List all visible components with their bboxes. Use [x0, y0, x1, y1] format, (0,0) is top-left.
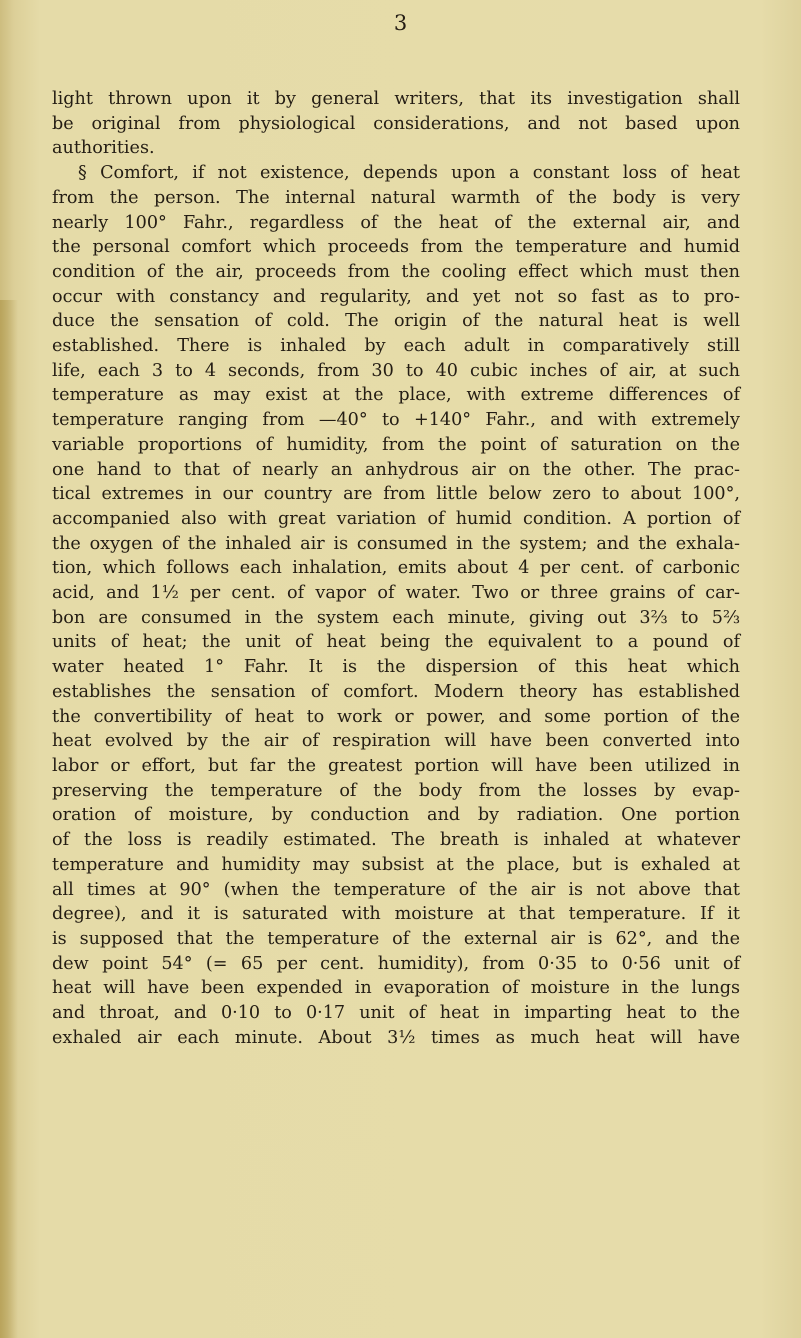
text-line: labor or effort, but far the greatest portion will have been utilized in — [52, 755, 740, 776]
text-line: be original from physiological considerations, and not based upon — [52, 113, 740, 134]
page-edge-stain — [0, 300, 18, 1338]
text-line: the convertibility of heat to work or power, and some portion of the — [52, 706, 740, 727]
text-line: bon are consumed in the system each minute, giving out 3⅔ to 5⅔ — [52, 607, 740, 628]
text-line: the oxygen of the inhaled air is consumed in the system; and the exhala- — [52, 533, 740, 554]
text-line: exhaled air each minute. About 3½ times as much heat will have — [52, 1027, 740, 1048]
paragraph-2 — [52, 161, 740, 1050]
text-line: heat evolved by the air of respiration will have been converted into — [52, 731, 740, 752]
text-line: from the person. The internal natural warmth of the body is very — [52, 187, 740, 208]
text-line: temperature and humidity may subsist at the place, but is exhaled at — [52, 854, 740, 875]
text-line: degree), and it is saturated with moisture at that temperature. If it — [52, 904, 740, 925]
text-line: acid, and 1½ per cent. of vapor of water. Two or three grains of car- — [52, 583, 740, 604]
text-line: water heated 1° Fahr. It is the dispersion of this heat which — [52, 657, 740, 678]
text-line: § Comfort, if not existence, depends upon a constant loss of heat — [78, 163, 740, 184]
text-line: one hand to that of nearly an anhydrous air on the other. The prac- — [52, 459, 740, 480]
text-line: oration of moisture, by conduction and by radiation. One portion — [52, 805, 740, 826]
text-line: heat will have been expended in evaporation of moisture in the lungs — [52, 978, 740, 999]
text-line: authorities. — [52, 138, 155, 159]
text-line: dew point 54° (= 65 per cent. humidity), from 0·35 to 0·56 unit of — [52, 953, 740, 974]
text-line: duce the sensation of cold. The origin of the natural heat is well — [52, 311, 740, 332]
page-number: 3 — [393, 11, 408, 35]
text-line: temperature as may exist at the place, with extreme differences of — [52, 385, 740, 406]
text-line: condition of the air, proceeds from the cooling effect which must then — [52, 261, 740, 282]
text-line: accompanied also with great variation of humid condition. A portion of — [52, 508, 740, 529]
paragraph-1 — [52, 87, 740, 161]
text-line: light thrown upon it by general writers, that its investigation shall — [52, 89, 740, 109]
text-line: tical extremes in our country are from little below zero to about 100°, — [52, 484, 740, 505]
text-line: life, each 3 to 4 seconds, from 30 to 40 cubic inches of air, at such — [52, 360, 740, 381]
text-line: tion, which follows each inhalation, emits about 4 per cent. of carbonic — [52, 558, 740, 579]
text-line: nearly 100° Fahr., regardless of the heat of the external air, and — [52, 212, 740, 233]
text-line: and throat, and 0·10 to 0·17 unit of heat in imparting heat to the — [52, 1003, 740, 1024]
text-line: temperature ranging from —40° to +140° Fahr., and with extremely — [52, 410, 740, 431]
text-line: of the loss is readily estimated. The breath is inhaled at whatever — [52, 830, 740, 851]
text-line: establishes the sensation of comfort. Modern theory has established — [52, 681, 740, 702]
text-line: units of heat; the unit of heat being the equivalent to a pound of — [52, 632, 740, 653]
text-line: is supposed that the temperature of the external air is 62°, and the — [52, 928, 740, 949]
text-line: all times at 90° (when the temperature of the air is not above that — [52, 879, 740, 900]
text-line: occur with constancy and regularity, and yet not so fast as to pro- — [52, 286, 740, 307]
text-line: variable proportions of humidity, from the point of saturation on the — [52, 434, 740, 455]
text-line: the personal comfort which proceeds from the temperature and humid — [52, 237, 740, 258]
text-line: established. There is inhaled by each adult in comparatively still — [52, 336, 740, 357]
body-text — [52, 87, 740, 1050]
text-line: preserving the temperature of the body from the losses by evap- — [52, 780, 740, 801]
